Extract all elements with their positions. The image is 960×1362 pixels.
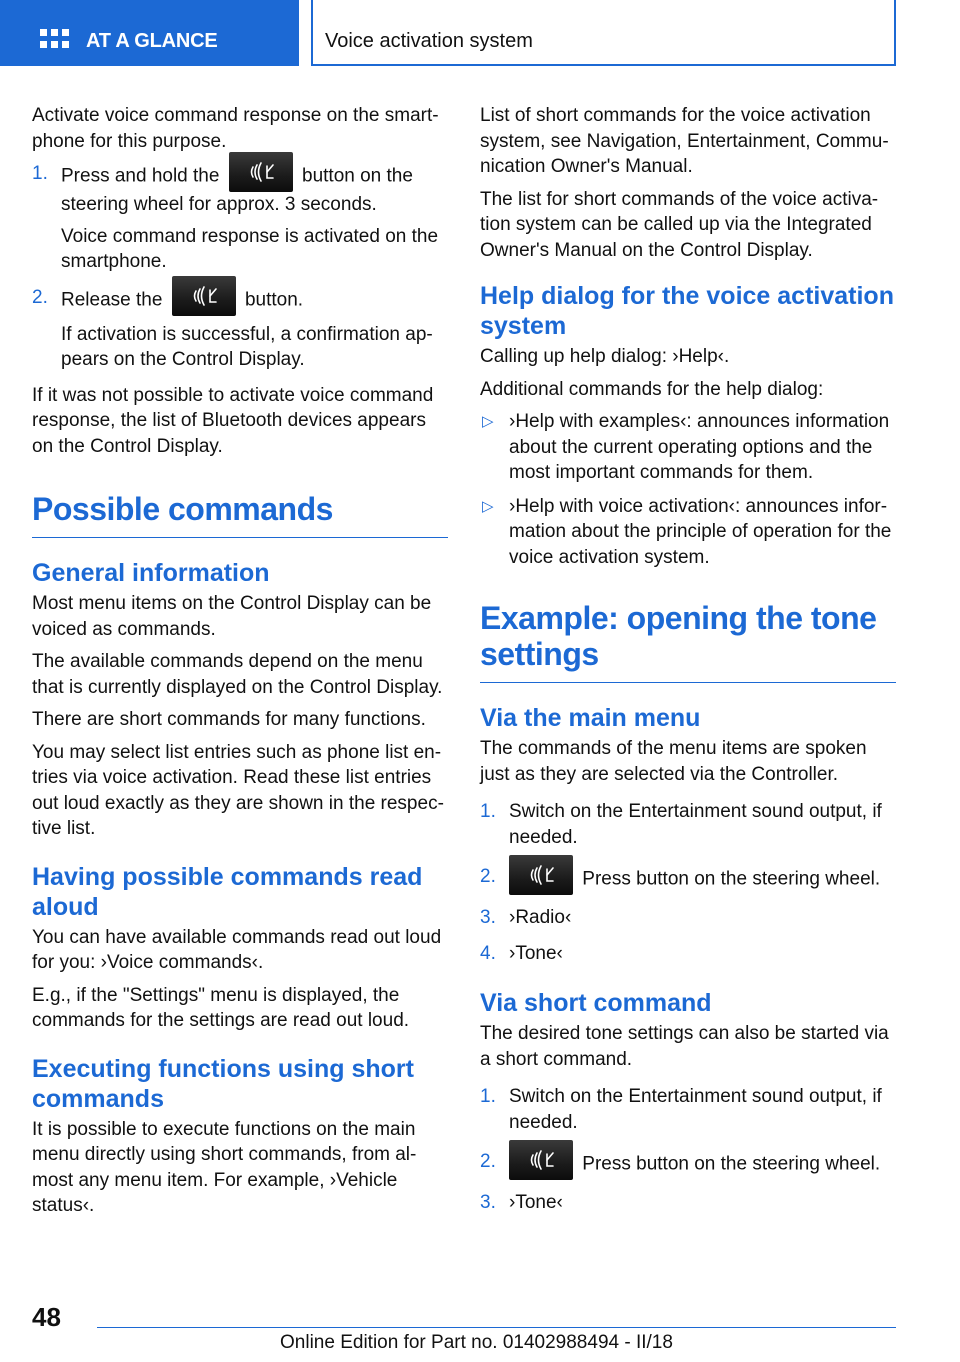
paragraph: The commands of the menu items are spoken just as they are selected via the Controller. <box>480 738 867 785</box>
list-item: 3. ›Tone‹ <box>480 1192 563 1213</box>
paragraph: The list for short commands of the voice activa‐tion system can be called up via the Integrated Owner's Manual on the Control Display. <box>480 188 879 261</box>
possible-commands-heading: Possible commands <box>32 491 448 538</box>
list-item: 1. Switch on the Entertainment sound output, if needed. <box>480 801 882 848</box>
list-item: 1. Switch on the Entertainment sound output, if needed. <box>480 1086 882 1133</box>
voice-button-icon <box>509 1140 573 1180</box>
read-aloud-heading: Having possible commands read aloud <box>32 862 423 921</box>
footer-edition: Online Edition for Part no. 01402988494 - II/18 <box>280 1332 673 1353</box>
page-number: 48 <box>32 1302 61 1332</box>
right-column <box>480 103 896 1226</box>
list-item: 3. ›Radio‹ <box>480 907 572 928</box>
paragraph: There are short commands for many functions. <box>32 709 426 730</box>
short-command-steps <box>480 1084 896 1216</box>
list-item: 4. ›Tone‹ <box>480 942 563 964</box>
section-tab[interactable] <box>0 0 299 66</box>
paragraph: You may select list entries such as phone list en‐tries via voice activation. Read these list entries out loud exactly as they are shown in the respec‐tive list. <box>32 741 444 839</box>
list-item: 2. Release the button. If activation is successful, a confirmation ap‐pears on the Control Display. <box>32 285 448 373</box>
grid-menu-icon <box>40 29 68 53</box>
list-item: 2. Press button on the steering wheel. <box>480 864 896 895</box>
help-bullets <box>480 409 896 570</box>
short-commands-heading: Executing functions using short commands <box>32 1054 414 1113</box>
list-item: 1. Press and hold the button on the steering wheel for approx. 3 seconds. Voice command response is activated on the smartphone. <box>32 161 448 275</box>
paragraph: List of short commands for the voice activation system, see Navigation, Entertainment, Commu‐nication Owner's Manual. <box>480 105 889 177</box>
paragraph: The available commands depend on the menu that is currently displayed on the Control Display. <box>32 651 443 698</box>
main-menu-heading: Via the main menu <box>480 704 701 732</box>
list-item: ▷ ›Help with voice activation‹: announces infor‐mation about the principle of operation for the voice activation system. <box>482 495 892 568</box>
general-info-heading: General information <box>32 559 270 587</box>
paragraph: The desired tone settings can also be started via a short command. <box>480 1023 889 1070</box>
voice-button-icon <box>229 152 293 192</box>
list-item: ▷ ›Help with examples‹: announces information about the current operating options and the most important commands for them. <box>482 411 890 483</box>
intro-paragraph: Activate voice command response on the smart‐phone for this purpose. <box>32 105 439 152</box>
left-column <box>32 103 448 1226</box>
paragraph: It is possible to execute functions on the main menu directly using short commands, from al‐most any menu item. For example, ›Vehicle status‹. <box>32 1118 417 1216</box>
paragraph: Calling up help dialog: ›Help‹. <box>480 346 730 367</box>
bullet-triangle-icon: ▷ <box>482 497 494 515</box>
tone-settings-heading: Example: opening the tone settings <box>480 600 896 683</box>
voice-button-icon <box>172 276 236 316</box>
footer-divider <box>97 1327 896 1328</box>
main-menu-steps <box>480 799 896 966</box>
paragraph: Most menu items on the Control Display can be voiced as commands. <box>32 593 432 640</box>
fallback-paragraph: If it was not possible to activate voice command response, the list of Bluetooth devices appears on the Control Display. <box>32 384 434 457</box>
paragraph: Additional commands for the help dialog: <box>480 378 824 400</box>
page-title: Voice activation system <box>325 30 533 52</box>
short-command-heading: Via short command <box>480 989 712 1017</box>
help-dialog-heading: Help dialog for the voice activation system <box>480 282 894 340</box>
bullet-triangle-icon: ▷ <box>482 413 494 430</box>
section-label: AT A GLANCE <box>86 30 218 52</box>
activation-steps <box>32 161 448 373</box>
paragraph: E.g., if the "Settings" menu is displayed, the commands for the settings are read out loud. <box>32 984 410 1031</box>
list-item: 2. Press button on the steering wheel. <box>480 1149 896 1180</box>
voice-button-icon <box>509 855 573 895</box>
paragraph: You can have available commands read out loud for you: ›Voice commands‹. <box>32 926 442 973</box>
